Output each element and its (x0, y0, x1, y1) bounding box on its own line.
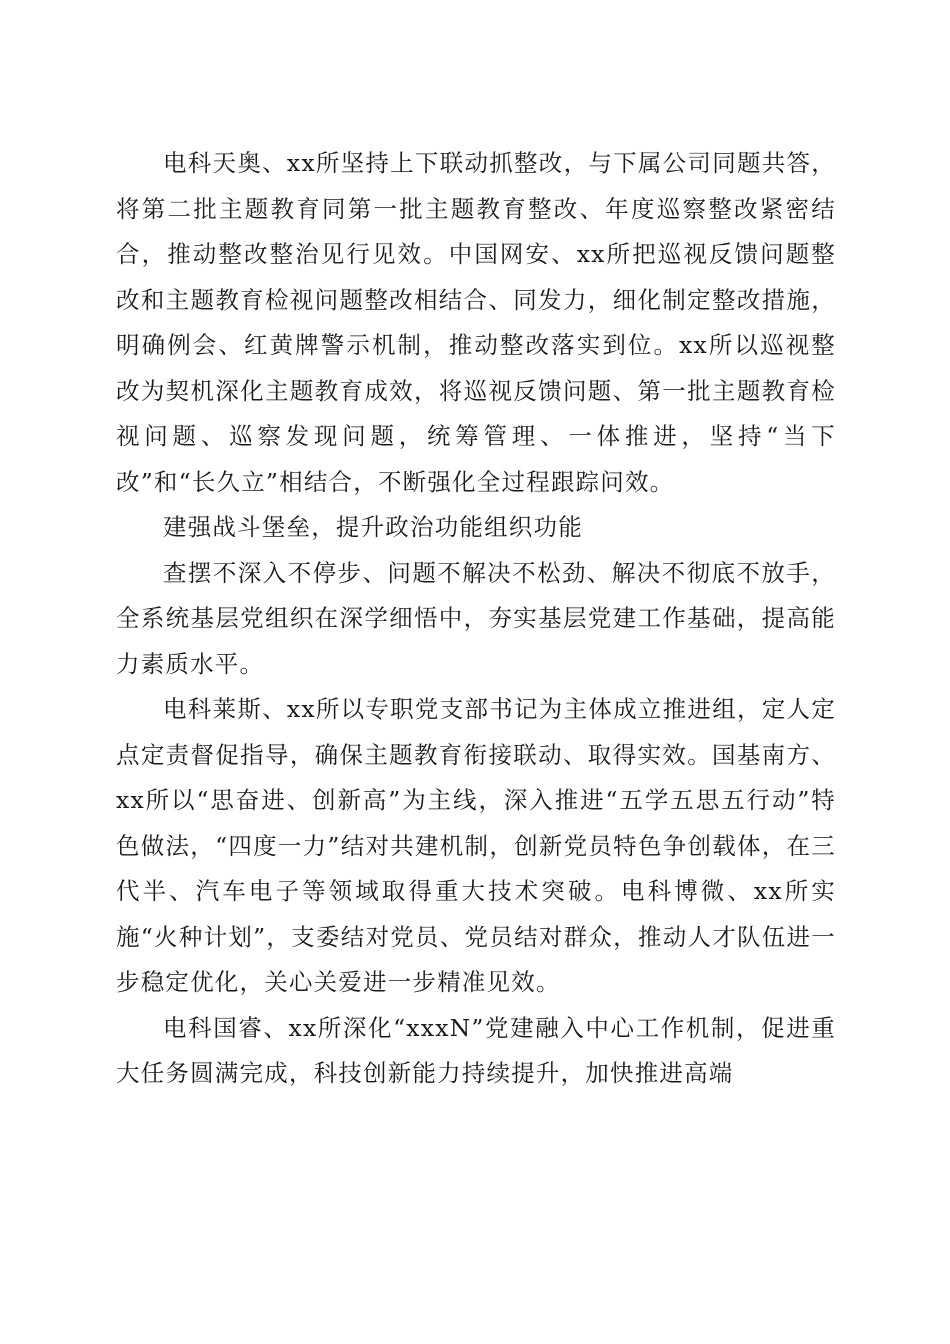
paragraph-examples: 电科莱斯、xx所以专职党支部书记为主体成立推进组，定人定点定责督促指导，确保主题教育衔接联动、取得实效。国基南方、xx所以“思奋进、创新高”为主线，深入推进“五学五思五行动”特色做法，“四度一力”结对共建机制，创新党员特色争创载体，在三代半、汽车电子等领域取得重大技术突破。电科博微、xx所实施“火种计划”，支委结对党员、党员结对群众，推动人才队伍进一步稳定优化，关心关爱进一步精准见效。 (116, 695, 836, 996)
paragraph-rectification: 电科天奥、xx所坚持上下联动抓整改，与下属公司同题共答，将第二批主题教育同第一批主题教育整改、年度巡察整改紧密结合，推动整改整治见行见效。中国网安、xx所把巡视反馈问题整改和主题教育检视问题整改相结合、同发力，细化制定整改措施，明确例会、红黄牌警示机制，推动整改落实到位。xx所以巡视整改为契机深化主题教育成效，将巡视反馈问题、第一批主题教育检视问题、巡察发现问题，统筹管理、一体推进，坚持“当下改”和“长久立”相结合，不断强化全过程跟踪问效。 (116, 149, 836, 496)
section-heading: 建强战斗堡垒，提升政治功能组织功能 (163, 513, 583, 541)
document-body (116, 141, 836, 1097)
paragraph-guorui: 电科国睿、xx所深化“xxxN”党建融入中心工作机制，促进重大任务圆满完成，科技创新能力持续提升，加快推进高端 (116, 1013, 836, 1087)
paragraph-grassroots: 查摆不深入不停步、问题不解决不松劲、解决不彻底不放手，全系统基层党组织在深学细悟中，夯实基层党建工作基础，提高能力素质水平。 (116, 558, 836, 678)
